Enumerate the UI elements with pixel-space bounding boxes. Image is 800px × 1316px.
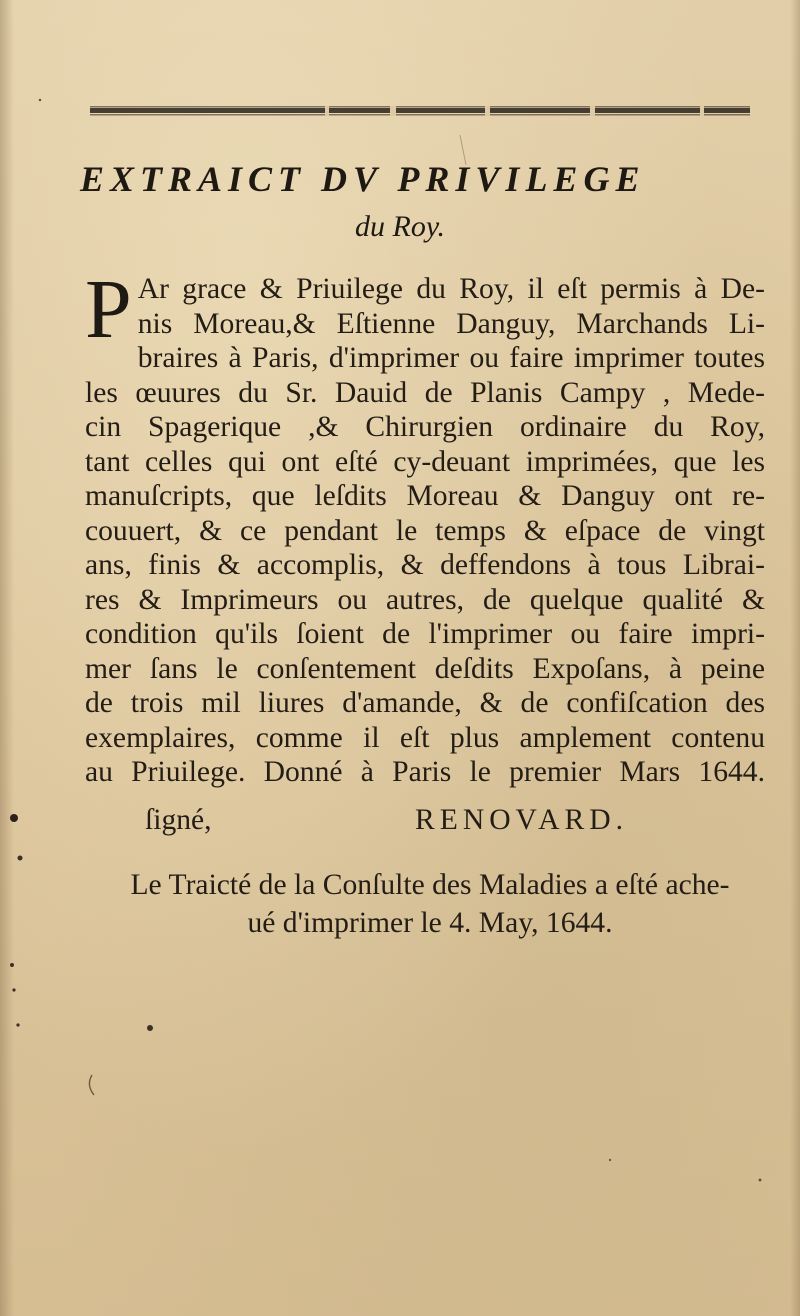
colophon-line: ué d'imprimer le 4. May, 1644. [247, 907, 613, 939]
paragraph-line: les œuures du Sr. Dauid de Planis Campy , Mede- [85, 376, 765, 409]
ornamental-rule [90, 104, 750, 118]
paragraph-line: manuſcripts, que leſdits Moreau & Danguy ont re- [85, 480, 765, 512]
privilege-paragraph [85, 263, 765, 790]
paragraph-line: res & Imprimeurs ou autres, de quelque qualité & [85, 583, 765, 616]
paragraph-line: mer ſans le conſentement deſdits Expoſans, à peine [85, 652, 765, 685]
colophon [80, 866, 780, 942]
signed-label: ſigné, [145, 804, 212, 836]
signature-line [145, 804, 665, 837]
paragraph-line: Ar grace & Priuilege du Roy, il eſt permis à De- [137, 273, 765, 305]
paragraph-line: exemplaires, comme il eſt plus amplement contenu [85, 721, 765, 754]
paragraph-line: tant celles qui ont eſté cy-deuant imprimées, que les [85, 445, 765, 478]
colophon-line: Le Traicté de la Conſulte des Maladies a eſté ache- [130, 869, 730, 901]
paragraph-line: couuert, & ce pendant le temps & eſpace de vingt [85, 514, 765, 547]
paragraph-line: de trois mil liures d'amande, & de confiſcation des [85, 687, 765, 719]
signatory-name: RENOVARD. [415, 804, 628, 836]
privilege-subheading: du Roy. [355, 210, 445, 243]
paragraph-line: nis Moreau,& Eſtienne Danguy, Marchands Li- [137, 307, 765, 340]
paragraph-line: braires à Paris, d'imprimer ou faire imprimer toutes [137, 342, 765, 374]
paragraph-line: cin Spagerique ,& Chirurgien ordinaire du Roy, [85, 411, 765, 443]
drop-cap: P [85, 263, 132, 356]
paragraph-line: ans, finis & accomplis, & deffendons à tous Librai- [85, 549, 765, 581]
privilege-heading: EXTRAICT DV PRIVILEGE [80, 159, 646, 199]
paragraph-line: condition qu'ils ſoient de l'imprimer ou faire impri- [85, 618, 765, 650]
paragraph-line: au Priuilege. Donné à Paris le premier Mars 1644. [85, 756, 765, 788]
